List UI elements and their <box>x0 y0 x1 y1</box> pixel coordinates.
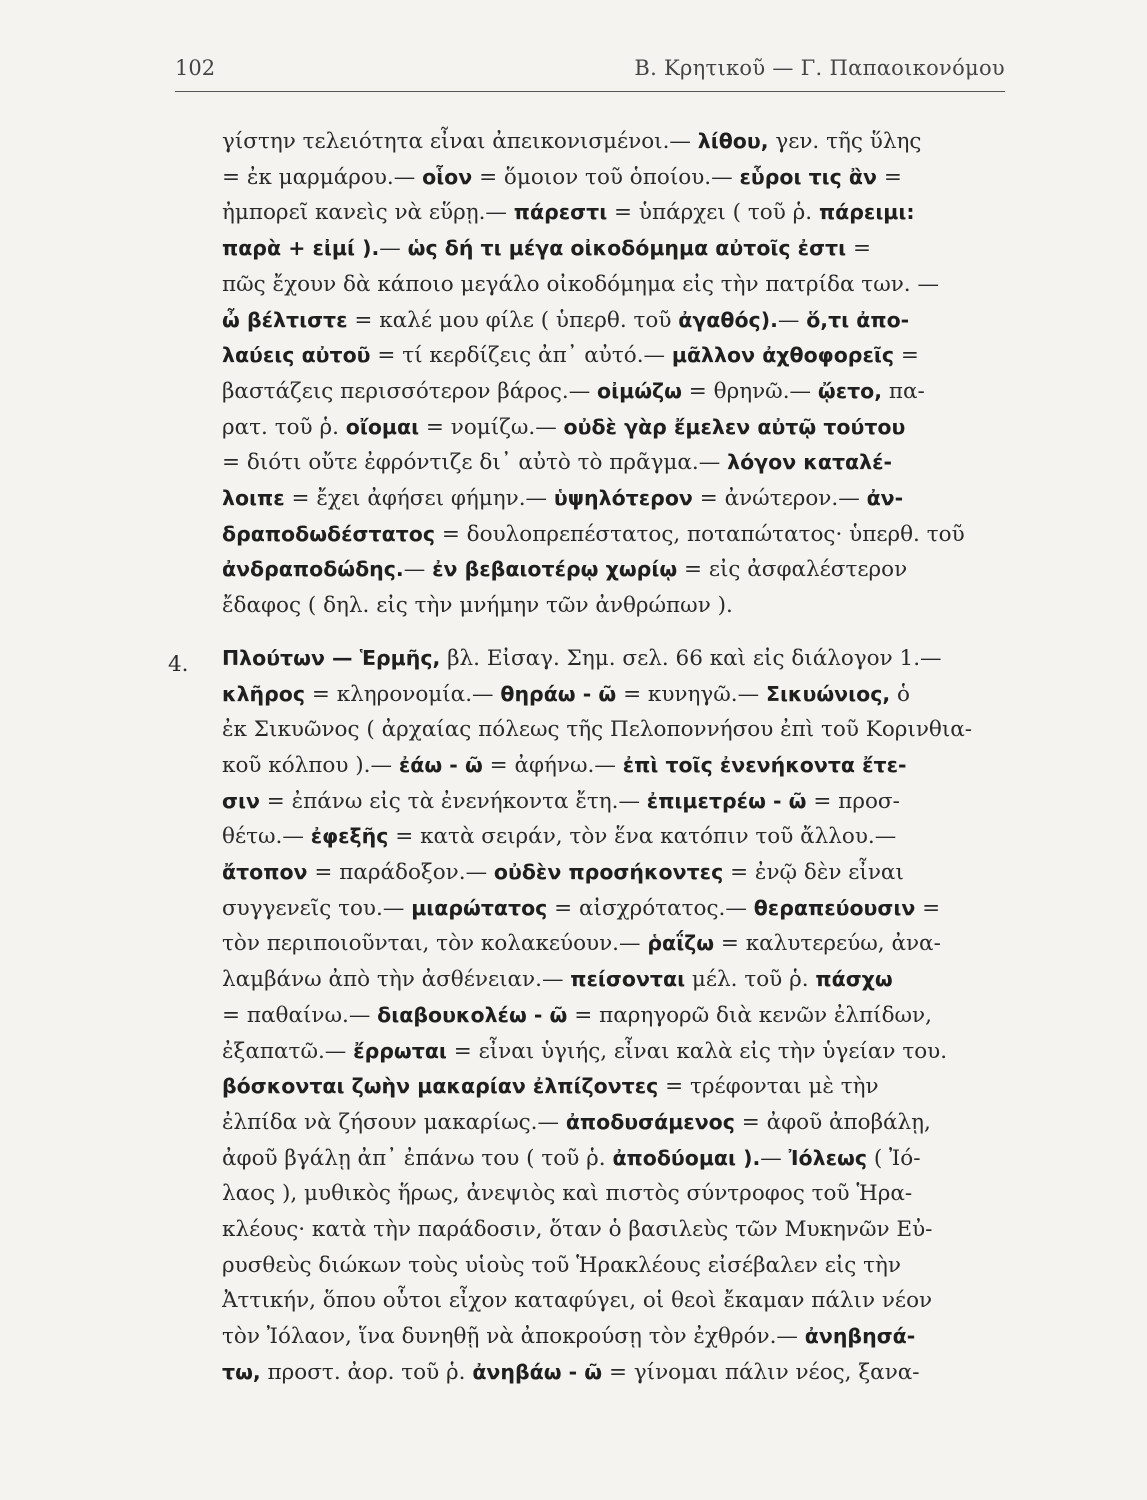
text-line <box>222 819 1005 854</box>
text-line <box>222 1248 1005 1283</box>
gloss-text: συγγενεῖς του.— <box>222 895 412 921</box>
lemma-term: οὐδὲ γὰρ ἔμελεν αὐτῷ τούτου <box>563 414 906 439</box>
gloss-text: λαμβάνω ἀπὸ τὴν ἀσθένειαν.— <box>222 967 571 993</box>
text-line <box>222 195 1005 230</box>
lemma-term: ἀγαθός). <box>678 307 778 332</box>
lemma-term: λίθου, <box>697 129 769 153</box>
lemma-term: θεραπεύουσιν <box>753 895 916 920</box>
gloss-text: = <box>876 164 902 190</box>
gloss-text: = αἰσχρότατος.— <box>547 895 754 921</box>
gloss-text: = καλυτερεύω, ἀνα- <box>714 931 941 957</box>
lemma-term: μᾶλλον ἀχθοφορεῖς <box>671 343 895 368</box>
gloss-text: = τί κερδίζεις ἀπ᾽ αὐτό.— <box>370 343 672 369</box>
text-line <box>222 517 1005 552</box>
lemma-term: διαβουκολέω - ῶ <box>377 1002 568 1027</box>
text-line <box>222 784 1005 819</box>
gloss-text: = προσ- <box>806 788 900 814</box>
gloss-text: = εἰς ἀσφαλέστερον <box>677 557 908 583</box>
gloss-text: προστ. ἀορ. τοῦ ῥ. <box>260 1359 473 1385</box>
lemma-term: Πλούτων — Ἑρμῆς, <box>222 645 441 670</box>
gloss-text: = <box>846 236 871 262</box>
gloss-text: — <box>379 236 408 262</box>
text-line <box>222 1069 1005 1104</box>
lemma-term: πάρεστι <box>513 200 608 225</box>
gloss-text: βαστάζεις περισσότερον βάρος.— <box>222 378 598 404</box>
text-line <box>222 410 1005 445</box>
gloss-text: = παρηγορῶ διὰ κενῶν ἐλπίδων, <box>567 1002 932 1028</box>
gloss-text: = ἔχει ἀφήσει φήμην.— <box>284 486 554 511</box>
running-head: Β. Κρητικοῦ — Γ. Παπαοικονόμου <box>634 56 1005 80</box>
lemma-term: ὅ,τι ἀπο- <box>806 307 910 332</box>
gloss-text: = νομίζω.— <box>419 414 564 440</box>
text-line <box>222 552 1005 587</box>
lemma-term: ἀνδραποδώδης. <box>222 557 404 582</box>
text-line <box>222 303 1005 338</box>
lemma-term: λαύεις αὐτοῦ <box>222 343 371 368</box>
lemma-term: δραποδωδέστατος <box>222 521 435 546</box>
gloss-text: κοῦ κόλπου ).— <box>222 752 399 778</box>
lemma-term: ἀποδυσάμενος <box>565 1109 735 1134</box>
gloss-text: = τρέφονται μὲ τὴν <box>658 1074 879 1100</box>
gloss-text: ὁ <box>890 681 910 707</box>
text-line <box>222 445 1005 480</box>
gloss-text: ἔδαφος ( δηλ. εἰς τὴν μνήμην τῶν ἀνθρώπων ). <box>222 593 733 619</box>
gloss-text: — <box>403 557 433 583</box>
text-line <box>222 374 1005 409</box>
gloss-text: ἐξαπατῶ.— <box>222 1038 354 1064</box>
lemma-term: ἀνηβησά- <box>804 1324 916 1349</box>
text-line <box>222 588 1005 623</box>
gloss-text: γεν. τῆς ὕλης <box>768 129 922 154</box>
text-line <box>222 998 1005 1033</box>
lemma-term: πάρειμι: <box>818 200 915 225</box>
gloss-text: πῶς ἔχουν δὰ κάποιο μεγάλο οἰκοδόμημα εἰς τὴν πατρίδα των. — <box>222 271 939 297</box>
gloss-text: θέτω.— <box>222 824 311 850</box>
lemma-term: βόσκονται ζωὴν μακαρίαν ἐλπίζοντες <box>222 1074 659 1099</box>
lemma-term: Ἰόλεως <box>788 1145 867 1170</box>
lemma-term: ἀποδύομαι ). <box>612 1145 761 1170</box>
gloss-text: ἀφοῦ βγάλῃ ἀπ᾽ ἐπάνω του ( τοῦ ῥ. <box>222 1145 613 1171</box>
text-line <box>222 962 1005 997</box>
gloss-text: = καλέ μου φίλε ( ὑπερθ. τοῦ <box>347 307 679 333</box>
page-number: 102 <box>175 56 216 80</box>
lemma-term: ἄτοπον <box>222 860 308 884</box>
lemma-term: ἐφεξῆς <box>310 824 389 849</box>
text-line <box>222 891 1005 926</box>
section-number: 4. <box>168 652 189 677</box>
gloss-text: = ἐπάνω εἰς τὰ ἐνενήκοντα ἔτη.— <box>259 788 647 814</box>
text-line <box>222 926 1005 961</box>
gloss-text: μέλ. τοῦ ῥ. <box>685 967 816 993</box>
lemma-term: ἐν βεβαιοτέρῳ χωρίῳ <box>432 557 678 582</box>
lemma-term: ἐπὶ τοῖς ἐνενήκοντα ἔτε- <box>622 752 907 777</box>
text-line <box>222 1034 1005 1069</box>
gloss-text: = ἀνώτερον.— <box>692 486 867 511</box>
lemma-term: ὑψηλότερον <box>553 486 693 510</box>
lemma-term: οἷον <box>422 164 473 189</box>
lemma-term: ἀν- <box>866 486 904 510</box>
lemma-term: ὡς δή τι μέγα οἰκοδόμημα αὐτοῖς ἐστι <box>407 236 847 261</box>
lemma-term: θηράω - ῶ <box>500 681 617 706</box>
gloss-text: = γίνομαι πάλιν νέος, ξανα- <box>602 1359 920 1385</box>
lemma-term: οἴομαι <box>345 414 420 439</box>
lemma-term: λόγον καταλέ- <box>727 450 893 475</box>
text-line <box>222 338 1005 373</box>
gloss-text: = ἀφοῦ ἀποβάλῃ, <box>734 1109 931 1135</box>
text-line <box>222 1283 1005 1318</box>
lemma-term: εὗροι τις ἂν <box>739 164 877 189</box>
lemma-term: οὐδὲν προσήκοντες <box>493 860 724 884</box>
gloss-text: κλέους· κατὰ τὴν παράδοσιν, ὅταν ὁ βασιλεὺς τῶν Μυκηνῶν Εὐ- <box>222 1217 933 1242</box>
gloss-text: ( Ἰό- <box>867 1145 921 1171</box>
lemma-term: πείσονται <box>570 967 686 992</box>
lemma-term: μιαρώτατος <box>411 895 548 920</box>
lemma-term: πάσχω <box>815 967 893 992</box>
text-line <box>222 231 1005 266</box>
gloss-text: τὸν περιποιοῦνται, τὸν κολακεύουν.— <box>222 931 648 957</box>
text-line <box>222 1319 1005 1354</box>
lemma-term: ᾤετο, <box>817 378 883 403</box>
gloss-text: πα- <box>882 378 925 404</box>
gloss-text: = ἐκ μαρμάρου.— <box>222 164 423 190</box>
text-line <box>222 855 1005 890</box>
gloss-text: — <box>777 307 807 333</box>
text-line <box>222 1212 1005 1247</box>
lemma-term: λοιπε <box>222 486 285 510</box>
gloss-text: ἐλπίδα νὰ ζήσουν μακαρίως.— <box>222 1109 566 1135</box>
gloss-text: γίστην τελειότητα εἶναι ἀπεικονισμένοι.— <box>222 129 698 154</box>
gloss-text: = κληρονομία.— <box>305 681 501 707</box>
lemma-term: οἰμώζω <box>597 378 682 403</box>
text-line <box>222 160 1005 195</box>
gloss-text: = παθαίνω.— <box>222 1002 378 1028</box>
gloss-text: = ὅμοιον τοῦ ὁποίου.— <box>472 164 740 190</box>
text-line <box>222 267 1005 302</box>
text-line <box>222 124 1005 159</box>
gloss-text: — <box>760 1145 789 1171</box>
lemma-term: Σικυώνιος, <box>765 681 891 706</box>
gloss-text: βλ. Εἰσαγ. Σημ. σελ. 66 καὶ εἰς διάλογον 1.— <box>440 645 942 671</box>
lemma-term: ἀνηβάω - ῶ <box>472 1359 603 1384</box>
gloss-text: = θρηνῶ.— <box>681 378 818 404</box>
gloss-text: = ὑπάρχει ( τοῦ ῥ. <box>607 200 819 226</box>
gloss-text: = κατὰ σειράν, τὸν ἕνα κατόπιν τοῦ ἄλλου.— <box>388 824 897 850</box>
lemma-term: ἐπιμετρέω - ῶ <box>646 788 807 813</box>
gloss-text: ρυσθεὺς διώκων τοὺς υἱοὺς τοῦ Ἡρακλέους εἰσέβαλεν εἰς τὴν <box>222 1252 901 1278</box>
gloss-text: = παράδοξον.— <box>307 860 494 885</box>
text-line <box>222 677 1005 712</box>
text-line <box>222 1355 1005 1390</box>
lemma-term: ὦ βέλτιστε <box>222 307 348 332</box>
lemma-term: ἔρρωται <box>353 1038 447 1063</box>
text-line <box>222 1141 1005 1176</box>
text-line <box>222 1105 1005 1140</box>
gloss-text: = δουλοπρεπέστατος, ποταπώτατος· ὑπερθ. τοῦ <box>435 521 965 547</box>
lemma-term: τω, <box>222 1359 261 1384</box>
gloss-text: Ἀττικήν, ὅπου οὗτοι εἶχον καταφύγει, οἱ θεοὶ ἔκαμαν πάλιν νέον <box>222 1288 933 1314</box>
lemma-term: κλῆρος <box>222 681 306 706</box>
gloss-text: ἠμπορεῖ κανεὶς νὰ εὕρῃ.— <box>222 200 514 226</box>
text-line <box>222 481 1005 516</box>
gloss-text: λαος ), μυθικὸς ἥρως, ἀνεψιὸς καὶ πιστὸς σύντροφος τοῦ Ἡρα- <box>222 1181 913 1207</box>
lemma-term: παρὰ + εἰμί ). <box>222 236 380 261</box>
gloss-text: ἐκ Σικυῶνος ( ἀρχαίας πόλεως τῆς Πελοποννήσου ἐπὶ τοῦ Κορινθια- <box>222 717 973 743</box>
gloss-text: = εἶναι ὑγιής, εἶναι καλὰ εἰς τὴν ὑγείαν του. <box>446 1038 948 1064</box>
text-line <box>222 748 1005 783</box>
gloss-text: = κυνηγῶ.— <box>616 681 766 707</box>
lemma-term: σιν <box>222 788 260 813</box>
text-line <box>222 641 1005 676</box>
text-line <box>222 1176 1005 1211</box>
gloss-text: = διότι οὔτε ἐφρόντιζε δι᾽ αὐτὸ τὸ πρᾶγμα.— <box>222 450 728 476</box>
gloss-text: = <box>894 343 919 369</box>
gloss-text: = ἐνῷ δὲν εἶναι <box>723 860 904 885</box>
lemma-term: ἐάω - ῶ <box>398 752 483 777</box>
gloss-text: = ἀφήνω.— <box>482 752 623 778</box>
gloss-text: = <box>915 895 941 921</box>
text-line <box>222 712 1005 747</box>
gloss-text: ρατ. τοῦ ῥ. <box>222 414 346 440</box>
gloss-text: τὸν Ἰόλαον, ἵνα δυνηθῇ νὰ ἀποκρούσῃ τὸν ἐχθρόν.— <box>222 1324 805 1350</box>
lemma-term: ῥαΐζω <box>647 931 715 956</box>
